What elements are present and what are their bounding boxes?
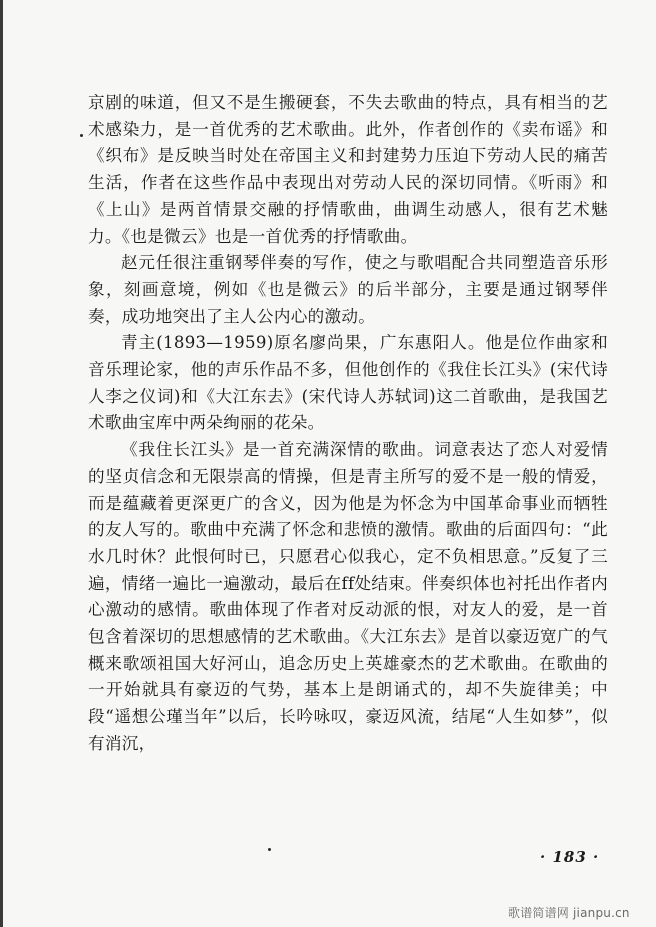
paragraph-4: 《我住长江头》是一首充满深情的歌曲。词意表达了恋人对爱情的坚贞信念和无限崇高的情操，但是青主所写的爱不是一般的情爱，而是蕴藏着更深更广的含义，因为他是为怀念为中国革命事业而牺牲的友人写的。歌曲中充满了怀念和悲愤的激情。歌曲的后面四句：“此水几时休？此恨何时已，只愿君心似我心，定不负相思意。”反复了三遍，情绪一遍比一遍激动，最后在ff处结束。伴奏织体也衬托出作者内心激动的感情。歌曲体现了作者对反动派的恨，对友人的爱，是一首包含着深切的思想感情的艺术歌曲。《大江东去》是首以豪迈宽广的气概来歌颂祖国大好河山，追念历史上英雄豪杰的艺术歌曲。在歌曲的一开始就具有豪迈的气势，基本上是朗诵式的，却不失旋律美；中段“遥想公瑾当年”以后，长吟咏叹，豪迈风流，结尾“人生如梦”，似有消沉， (88, 440, 608, 753)
page-number: · 183 · (540, 848, 600, 866)
margin-speck (80, 134, 83, 137)
paragraph-3: 青主(1893—1959)原名廖尚果，广东惠阳人。他是位作曲家和音乐理论家，他的声乐作品不多，但他创作的《我住长江头》(宋代诗人李之仪词)和《大江东去》(宋代诗人苏轼词)这二首歌曲，是我国艺术歌曲宝库中两朵绚丽的花朵。 (88, 333, 608, 433)
site-watermark: 歌谱简谱网 jianpu.cn (508, 906, 630, 920)
margin-speck (268, 848, 271, 851)
paragraph-2: 赵元任很注重钢琴伴奏的写作，使之与歌唱配合共同塑造音乐形象，刻画意境，例如《也是微云》的后半部分，主要是通过钢琴伴奏，成功地突出了主人公内心的激动。 (88, 253, 608, 326)
paragraph-1: 京剧的味道，但又不是生搬硬套，不失去歌曲的特点，具有相当的艺术感染力，是一首优秀的艺术歌曲。此外，作者创作的《卖布谣》和《织布》是反映当时处在帝国主义和封建势力压迫下劳动人民的痛苦生活，作者在这些作品中表现出对劳动人民的深切同情。《听雨》和《上山》是两首情景交融的抒情歌曲，曲调生动感人，很有艺术魅力。《也是微云》也是一首优秀的抒情歌曲。 (88, 93, 608, 246)
page-binding-edge (0, 0, 3, 927)
body-text (88, 90, 608, 758)
